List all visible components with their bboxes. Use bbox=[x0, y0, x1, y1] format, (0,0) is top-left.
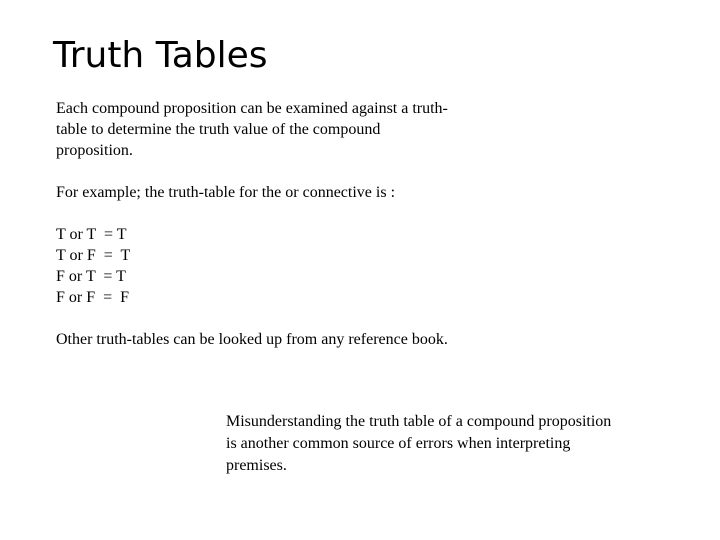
example-paragraph bbox=[56, 182, 526, 203]
example-prefix: For example; the truth-table for the bbox=[56, 184, 286, 201]
example-suffix: connective is : bbox=[298, 184, 396, 201]
truth-table-row: T or T = T bbox=[56, 226, 127, 243]
callout-note: Misunderstanding the truth table of a compound proposition is another common source of errors when interpreting premises. bbox=[226, 413, 612, 474]
slide-title: Truth Tables bbox=[53, 35, 268, 76]
slide-body bbox=[56, 98, 526, 350]
connective-keyword: or bbox=[285, 184, 299, 201]
reference-paragraph: Other truth-tables can be looked up from any reference book. bbox=[56, 331, 448, 348]
truth-table bbox=[56, 224, 526, 308]
truth-table-row: T or F = T bbox=[56, 247, 131, 264]
truth-table-row: F or F = F bbox=[56, 289, 130, 306]
truth-table-row: F or T = T bbox=[56, 268, 126, 285]
intro-paragraph: Each compound proposition can be examined against a truth- table to determine the truth value of the compound proposition. bbox=[56, 100, 448, 159]
